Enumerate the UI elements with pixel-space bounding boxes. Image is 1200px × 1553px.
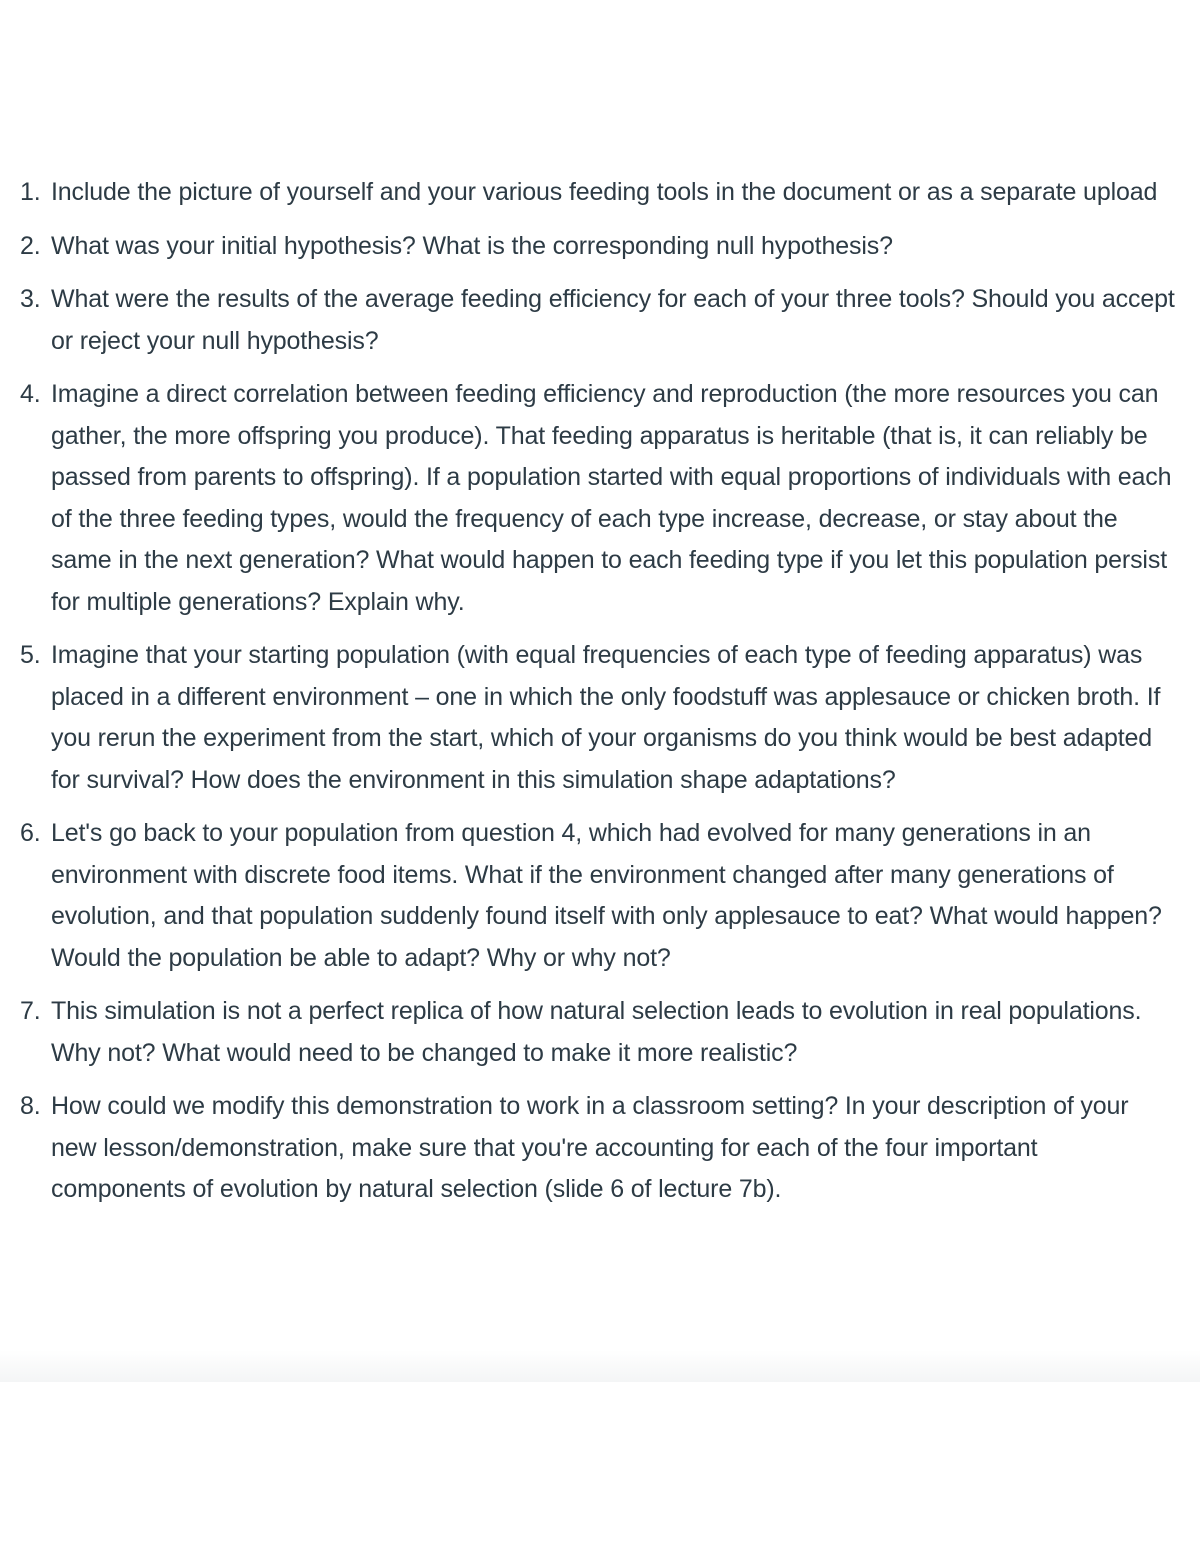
- content-bottom-fade: [0, 1350, 1200, 1382]
- question-list: [0, 172, 1200, 1211]
- question-item-7: [20, 991, 1178, 1074]
- question-text: Imagine that your starting population (with equal frequencies of each type of feeding apparatus) was placed in a different environment – one in which the only foodstuff was applesauce or chicken broth. If you rerun the experiment from the start, which of your organisms do you think would be best adapted for survival? How does the environment in this simulation shape adaptations?: [51, 641, 1161, 794]
- question-text: Include the picture of yourself and your various feeding tools in the document or as a separate upload: [51, 178, 1158, 206]
- question-text: Imagine a direct correlation between feeding efficiency and reproduction (the more resources you can gather, the more offspring you produce). That feeding apparatus is heritable (that is, it can reliably be passed from parents to offspring). If a population started with equal proportions of individuals with each of the three feeding types, would the frequency of each type increase, decrease, or stay about the same in the next generation? What would happen to each feeding type if you let this population persist for multiple generations? Explain why.: [51, 380, 1172, 616]
- question-text: Let's go back to your population from question 4, which had evolved for many generations in an environment with discrete food items. What if the environment changed after many generations of evolution, and that population suddenly found itself with only applesauce to eat? What would happen? Would the population be able to adapt? Why or why not?: [51, 819, 1162, 972]
- question-text: What were the results of the average feeding efficiency for each of your three tools? Should you accept or reject your null hypothesis?: [51, 285, 1175, 355]
- assignment-content: [0, 172, 1200, 1380]
- question-item-3: [20, 279, 1178, 362]
- question-text: How could we modify this demonstration to work in a classroom setting? In your description of your new lesson/demonstration, make sure that you're accounting for each of the four important components of evolution by natural selection (slide 6 of lecture 7b).: [51, 1092, 1129, 1203]
- question-item-5: [20, 635, 1178, 801]
- question-number: 2.: [20, 231, 41, 260]
- question-text: This simulation is not a perfect replica of how natural selection leads to evolution in real populations. Why not? What would need to be changed to make it more realistic?: [51, 997, 1142, 1067]
- question-number: 1.: [20, 178, 41, 206]
- question-item-2: [20, 226, 1178, 268]
- question-item-6: [20, 813, 1178, 979]
- question-number: 3.: [20, 285, 41, 313]
- question-item-4: [20, 374, 1178, 623]
- question-number: 4.: [20, 380, 41, 408]
- question-text: What was your initial hypothesis? What is the corresponding null hypothesis?: [51, 231, 893, 260]
- question-number: 6.: [20, 819, 41, 847]
- question-number: 5.: [20, 641, 41, 669]
- question-item-8: [20, 1086, 1178, 1211]
- question-number: 8.: [20, 1092, 41, 1120]
- question-number: 7.: [20, 997, 41, 1025]
- question-item-1: [20, 172, 1178, 214]
